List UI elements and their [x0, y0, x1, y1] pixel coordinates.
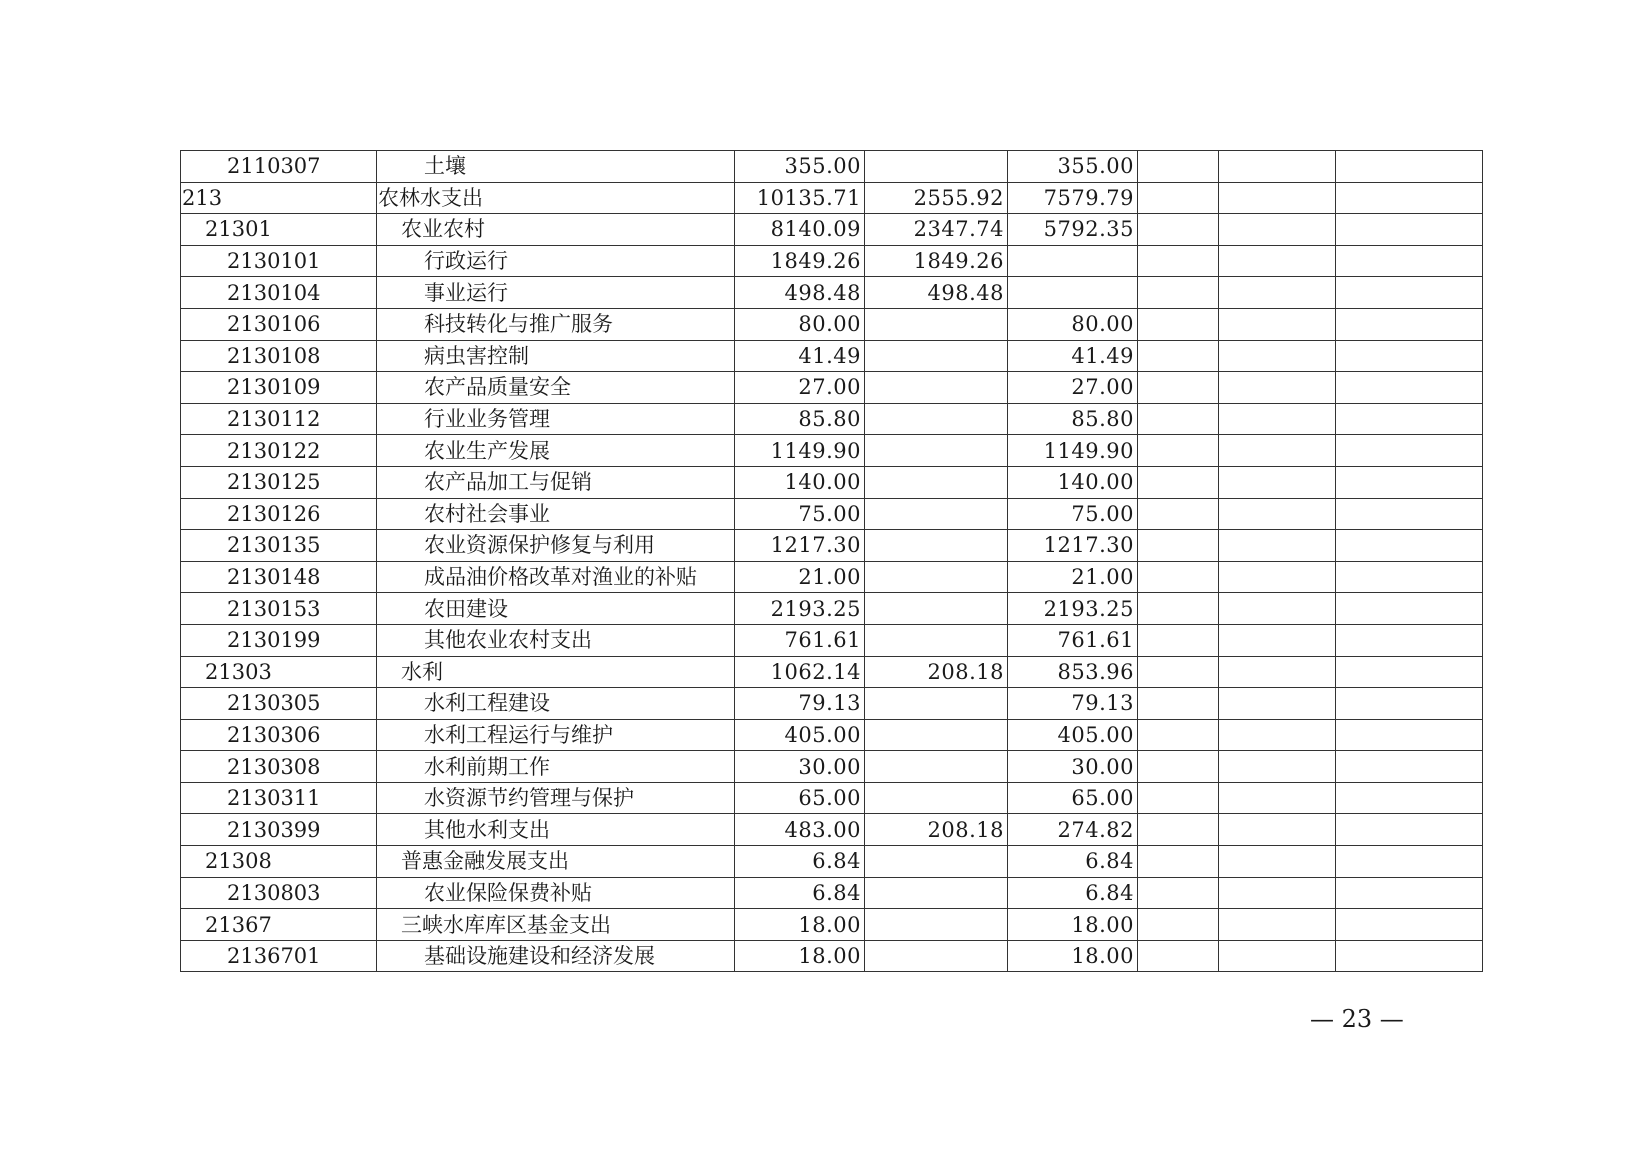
empty-cell [1219, 782, 1336, 814]
empty-cell [1138, 277, 1219, 309]
empty-cell [1138, 214, 1219, 246]
account-name-cell: 农林水支出 [377, 182, 735, 214]
empty-cell [1336, 308, 1483, 340]
project-expenditure-cell: 30.00 [1008, 751, 1138, 783]
empty-cell [1138, 340, 1219, 372]
account-name-cell: 水资源节约管理与保护 [377, 782, 735, 814]
account-code-cell: 2130126 [181, 498, 377, 530]
basic-expenditure-cell: 498.48 [865, 277, 1008, 309]
account-code-cell: 2130109 [181, 372, 377, 404]
basic-expenditure-cell [865, 372, 1008, 404]
basic-expenditure-cell [865, 846, 1008, 878]
budget-table [180, 150, 1483, 972]
empty-cell [1219, 846, 1336, 878]
account-code-cell: 2130305 [181, 688, 377, 720]
project-expenditure-cell: 6.84 [1008, 846, 1138, 878]
project-expenditure-cell: 853.96 [1008, 656, 1138, 688]
empty-cell [1138, 151, 1219, 183]
table-body [181, 151, 1483, 972]
project-expenditure-cell: 75.00 [1008, 498, 1138, 530]
project-expenditure-cell: 65.00 [1008, 782, 1138, 814]
empty-cell [1336, 846, 1483, 878]
project-expenditure-cell: 80.00 [1008, 308, 1138, 340]
table-row [181, 751, 1483, 783]
empty-cell [1219, 624, 1336, 656]
empty-cell [1138, 403, 1219, 435]
basic-expenditure-cell [865, 940, 1008, 972]
empty-cell [1138, 435, 1219, 467]
empty-cell [1219, 214, 1336, 246]
account-name-cell: 水利 [377, 656, 735, 688]
total-amount-cell: 498.48 [735, 277, 865, 309]
account-name-cell: 农村社会事业 [377, 498, 735, 530]
empty-cell [1138, 688, 1219, 720]
project-expenditure-cell: 355.00 [1008, 151, 1138, 183]
account-name-cell: 水利工程运行与维护 [377, 719, 735, 751]
account-name-cell: 事业运行 [377, 277, 735, 309]
basic-expenditure-cell [865, 308, 1008, 340]
empty-cell [1138, 940, 1219, 972]
account-name-cell: 农业资源保护修复与利用 [377, 530, 735, 562]
account-name-cell: 农田建设 [377, 593, 735, 625]
empty-cell [1336, 245, 1483, 277]
account-code-cell: 21303 [181, 656, 377, 688]
account-name-cell: 农业农村 [377, 214, 735, 246]
account-code-cell: 21308 [181, 846, 377, 878]
account-code-cell: 2136701 [181, 940, 377, 972]
account-code-cell: 2130803 [181, 877, 377, 909]
empty-cell [1219, 372, 1336, 404]
empty-cell [1336, 719, 1483, 751]
basic-expenditure-cell [865, 719, 1008, 751]
total-amount-cell: 79.13 [735, 688, 865, 720]
basic-expenditure-cell [865, 561, 1008, 593]
empty-cell [1219, 182, 1336, 214]
empty-cell [1219, 909, 1336, 941]
empty-cell [1138, 245, 1219, 277]
total-amount-cell: 761.61 [735, 624, 865, 656]
table-row [181, 340, 1483, 372]
project-expenditure-cell: 7579.79 [1008, 182, 1138, 214]
total-amount-cell: 2193.25 [735, 593, 865, 625]
empty-cell [1138, 656, 1219, 688]
empty-cell [1336, 435, 1483, 467]
account-code-cell: 2130101 [181, 245, 377, 277]
table-row [181, 308, 1483, 340]
total-amount-cell: 1217.30 [735, 530, 865, 562]
account-name-cell: 农产品加工与促销 [377, 466, 735, 498]
empty-cell [1138, 719, 1219, 751]
empty-cell [1336, 182, 1483, 214]
table-row [181, 530, 1483, 562]
empty-cell [1138, 593, 1219, 625]
empty-cell [1219, 403, 1336, 435]
account-name-cell: 农产品质量安全 [377, 372, 735, 404]
account-code-cell: 2130148 [181, 561, 377, 593]
empty-cell [1336, 498, 1483, 530]
table-row [181, 245, 1483, 277]
empty-cell [1336, 372, 1483, 404]
total-amount-cell: 6.84 [735, 877, 865, 909]
account-code-cell: 2130125 [181, 466, 377, 498]
empty-cell [1138, 877, 1219, 909]
empty-cell [1138, 846, 1219, 878]
basic-expenditure-cell [865, 498, 1008, 530]
account-name-cell: 农业保险保费补贴 [377, 877, 735, 909]
empty-cell [1336, 530, 1483, 562]
empty-cell [1336, 909, 1483, 941]
account-name-cell: 土壤 [377, 151, 735, 183]
total-amount-cell: 140.00 [735, 466, 865, 498]
account-name-cell: 水利工程建设 [377, 688, 735, 720]
empty-cell [1336, 340, 1483, 372]
empty-cell [1336, 624, 1483, 656]
empty-cell [1138, 909, 1219, 941]
project-expenditure-cell: 18.00 [1008, 909, 1138, 941]
total-amount-cell: 41.49 [735, 340, 865, 372]
account-name-cell: 普惠金融发展支出 [377, 846, 735, 878]
empty-cell [1219, 561, 1336, 593]
table-row [181, 624, 1483, 656]
basic-expenditure-cell [865, 688, 1008, 720]
table-row [181, 403, 1483, 435]
basic-expenditure-cell [865, 624, 1008, 656]
project-expenditure-cell: 1149.90 [1008, 435, 1138, 467]
project-expenditure-cell: 1217.30 [1008, 530, 1138, 562]
account-code-cell: 2130153 [181, 593, 377, 625]
basic-expenditure-cell: 2347.74 [865, 214, 1008, 246]
empty-cell [1336, 782, 1483, 814]
empty-cell [1219, 340, 1336, 372]
project-expenditure-cell: 761.61 [1008, 624, 1138, 656]
table-row [181, 182, 1483, 214]
empty-cell [1336, 877, 1483, 909]
basic-expenditure-cell [865, 909, 1008, 941]
table-row [181, 466, 1483, 498]
empty-cell [1138, 466, 1219, 498]
empty-cell [1336, 593, 1483, 625]
account-code-cell: 21301 [181, 214, 377, 246]
total-amount-cell: 30.00 [735, 751, 865, 783]
empty-cell [1219, 151, 1336, 183]
account-code-cell: 2130308 [181, 751, 377, 783]
total-amount-cell: 1849.26 [735, 245, 865, 277]
project-expenditure-cell: 2193.25 [1008, 593, 1138, 625]
project-expenditure-cell: 18.00 [1008, 940, 1138, 972]
total-amount-cell: 483.00 [735, 814, 865, 846]
account-name-cell: 其他农业农村支出 [377, 624, 735, 656]
empty-cell [1219, 435, 1336, 467]
total-amount-cell: 27.00 [735, 372, 865, 404]
project-expenditure-cell [1008, 277, 1138, 309]
project-expenditure-cell: 85.80 [1008, 403, 1138, 435]
project-expenditure-cell: 6.84 [1008, 877, 1138, 909]
empty-cell [1219, 593, 1336, 625]
table-row [181, 561, 1483, 593]
account-code-cell: 2130104 [181, 277, 377, 309]
total-amount-cell: 80.00 [735, 308, 865, 340]
empty-cell [1336, 940, 1483, 972]
empty-cell [1138, 624, 1219, 656]
basic-expenditure-cell [865, 593, 1008, 625]
table-row [181, 688, 1483, 720]
total-amount-cell: 6.84 [735, 846, 865, 878]
project-expenditure-cell: 27.00 [1008, 372, 1138, 404]
table-row [181, 719, 1483, 751]
empty-cell [1138, 182, 1219, 214]
empty-cell [1219, 719, 1336, 751]
account-name-cell: 其他水利支出 [377, 814, 735, 846]
total-amount-cell: 8140.09 [735, 214, 865, 246]
account-name-cell: 基础设施建设和经济发展 [377, 940, 735, 972]
basic-expenditure-cell: 1849.26 [865, 245, 1008, 277]
empty-cell [1336, 214, 1483, 246]
empty-cell [1219, 940, 1336, 972]
project-expenditure-cell: 274.82 [1008, 814, 1138, 846]
empty-cell [1219, 814, 1336, 846]
empty-cell [1336, 403, 1483, 435]
account-code-cell: 2130112 [181, 403, 377, 435]
page-number: — 23 — [1310, 1005, 1404, 1033]
project-expenditure-cell [1008, 245, 1138, 277]
basic-expenditure-cell [865, 403, 1008, 435]
empty-cell [1219, 277, 1336, 309]
table-row [181, 909, 1483, 941]
project-expenditure-cell: 5792.35 [1008, 214, 1138, 246]
empty-cell [1336, 751, 1483, 783]
account-name-cell: 成品油价格改革对渔业的补贴 [377, 561, 735, 593]
project-expenditure-cell: 140.00 [1008, 466, 1138, 498]
total-amount-cell: 10135.71 [735, 182, 865, 214]
total-amount-cell: 1149.90 [735, 435, 865, 467]
empty-cell [1336, 466, 1483, 498]
basic-expenditure-cell [865, 340, 1008, 372]
empty-cell [1138, 751, 1219, 783]
account-code-cell: 21367 [181, 909, 377, 941]
empty-cell [1219, 498, 1336, 530]
empty-cell [1138, 308, 1219, 340]
empty-cell [1336, 561, 1483, 593]
total-amount-cell: 1062.14 [735, 656, 865, 688]
account-name-cell: 水利前期工作 [377, 751, 735, 783]
project-expenditure-cell: 21.00 [1008, 561, 1138, 593]
empty-cell [1219, 466, 1336, 498]
empty-cell [1219, 688, 1336, 720]
table-row [181, 782, 1483, 814]
project-expenditure-cell: 405.00 [1008, 719, 1138, 751]
table-row [181, 593, 1483, 625]
table-row [181, 498, 1483, 530]
empty-cell [1219, 308, 1336, 340]
account-code-cell: 2130306 [181, 719, 377, 751]
table-row [181, 656, 1483, 688]
account-code-cell: 2130106 [181, 308, 377, 340]
table-row [181, 214, 1483, 246]
table-row [181, 940, 1483, 972]
project-expenditure-cell: 79.13 [1008, 688, 1138, 720]
basic-expenditure-cell [865, 782, 1008, 814]
table-row [181, 372, 1483, 404]
empty-cell [1336, 688, 1483, 720]
total-amount-cell: 85.80 [735, 403, 865, 435]
empty-cell [1138, 782, 1219, 814]
account-code-cell: 2110307 [181, 151, 377, 183]
total-amount-cell: 21.00 [735, 561, 865, 593]
account-name-cell: 行业业务管理 [377, 403, 735, 435]
account-code-cell: 2130108 [181, 340, 377, 372]
total-amount-cell: 18.00 [735, 909, 865, 941]
empty-cell [1219, 877, 1336, 909]
account-name-cell: 科技转化与推广服务 [377, 308, 735, 340]
empty-cell [1219, 245, 1336, 277]
basic-expenditure-cell: 208.18 [865, 814, 1008, 846]
basic-expenditure-cell [865, 151, 1008, 183]
table-row [181, 846, 1483, 878]
basic-expenditure-cell [865, 751, 1008, 783]
account-code-cell: 213 [181, 182, 377, 214]
table-row [181, 877, 1483, 909]
account-name-cell: 三峡水库库区基金支出 [377, 909, 735, 941]
basic-expenditure-cell [865, 877, 1008, 909]
account-code-cell: 2130311 [181, 782, 377, 814]
total-amount-cell: 18.00 [735, 940, 865, 972]
empty-cell [1336, 277, 1483, 309]
empty-cell [1336, 656, 1483, 688]
total-amount-cell: 75.00 [735, 498, 865, 530]
account-code-cell: 2130135 [181, 530, 377, 562]
empty-cell [1219, 530, 1336, 562]
empty-cell [1138, 530, 1219, 562]
table-row [181, 151, 1483, 183]
total-amount-cell: 405.00 [735, 719, 865, 751]
account-code-cell: 2130199 [181, 624, 377, 656]
basic-expenditure-cell [865, 435, 1008, 467]
empty-cell [1138, 498, 1219, 530]
account-code-cell: 2130399 [181, 814, 377, 846]
basic-expenditure-cell: 208.18 [865, 656, 1008, 688]
total-amount-cell: 355.00 [735, 151, 865, 183]
empty-cell [1138, 561, 1219, 593]
empty-cell [1336, 814, 1483, 846]
basic-expenditure-cell [865, 530, 1008, 562]
table-row [181, 277, 1483, 309]
project-expenditure-cell: 41.49 [1008, 340, 1138, 372]
empty-cell [1138, 372, 1219, 404]
basic-expenditure-cell: 2555.92 [865, 182, 1008, 214]
account-name-cell: 农业生产发展 [377, 435, 735, 467]
empty-cell [1138, 814, 1219, 846]
table-row [181, 814, 1483, 846]
basic-expenditure-cell [865, 466, 1008, 498]
total-amount-cell: 65.00 [735, 782, 865, 814]
empty-cell [1219, 751, 1336, 783]
account-name-cell: 病虫害控制 [377, 340, 735, 372]
table-row [181, 435, 1483, 467]
account-code-cell: 2130122 [181, 435, 377, 467]
empty-cell [1336, 151, 1483, 183]
account-name-cell: 行政运行 [377, 245, 735, 277]
empty-cell [1219, 656, 1336, 688]
